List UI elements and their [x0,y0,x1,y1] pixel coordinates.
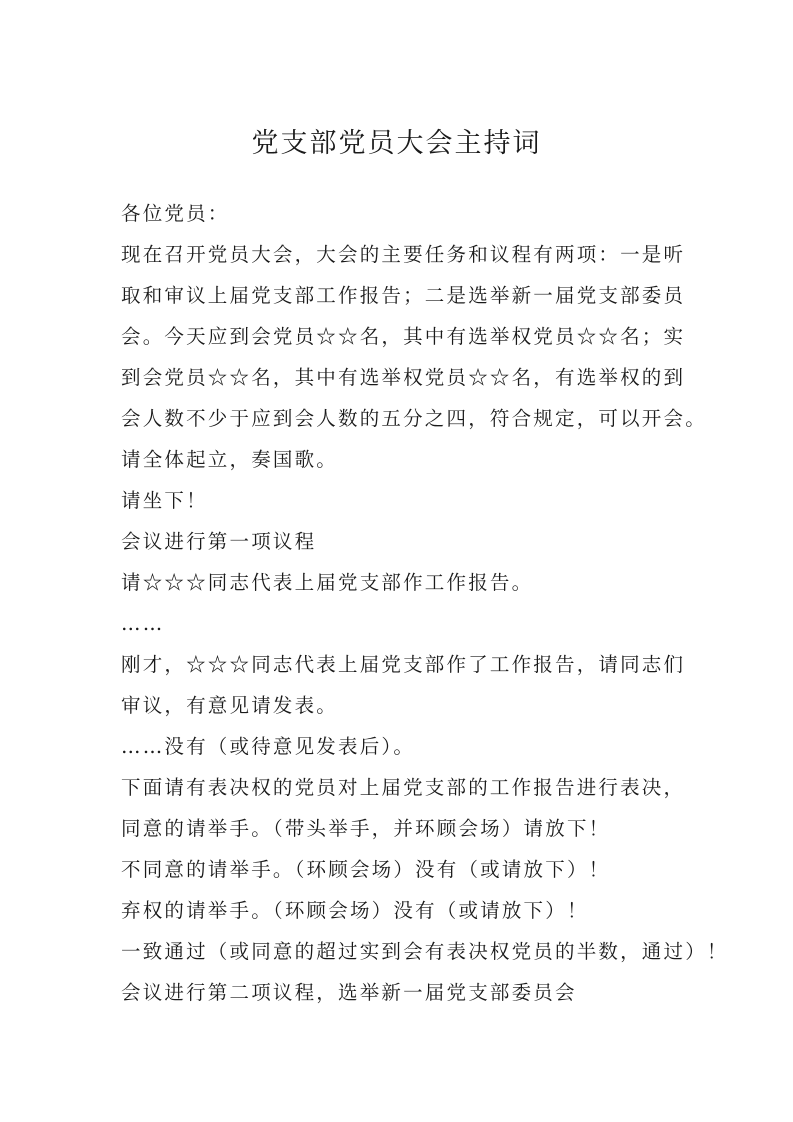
body-line: 审议，有意见请发表。 [121,694,339,717]
body-line: 不同意的请举手。（环顾会场）没有（或请放下）！ [121,858,611,881]
body-line: 弃权的请举手。（环顾会场）没有（或请放下）！ [121,899,589,922]
body-line: 会。今天应到会党员☆☆名，其中有选举权党员☆☆名；实 [121,325,686,348]
body-line: 刚才，☆☆☆同志代表上届党支部作了工作报告，请同志们 [121,653,686,676]
body-line: 一致通过（或同意的超过实到会有表决权党员的半数，通过）！ [121,940,729,963]
body-line: 下面请有表决权的党员对上届党支部的工作报告进行表决， [121,776,686,799]
body-line: 各位党员： [121,202,230,225]
body-line: 现在召开党员大会，大会的主要任务和议程有两项：一是听 [121,243,686,266]
document-title: 党支部党员大会主持词 [251,128,542,159]
body-line: 同意的请举手。（带头举手，并环顾会场）请放下！ [121,817,611,840]
body-line: ……没有（或待意见发表后）。 [121,735,416,758]
document-body [121,193,729,1013]
body-line: 请坐下！ [121,489,208,512]
body-line: …… [121,612,165,635]
body-line: 请☆☆☆同志代表上届党支部作工作报告。 [121,571,534,594]
body-line: 取和审议上届党支部工作报告；二是选举新一届党支部委员 [121,284,686,307]
body-line: 会人数不少于应到会人数的五分之四，符合规定，可以开会。 [121,407,707,430]
body-line: 到会党员☆☆名，其中有选举权党员☆☆名，有选举权的到 [121,366,686,389]
body-line: 请全体起立，奏国歌。 [121,448,339,471]
body-line: 会议进行第一项议程 [121,530,317,553]
body-line: 会议进行第二项议程，选举新一届党支部委员会 [121,981,577,1004]
